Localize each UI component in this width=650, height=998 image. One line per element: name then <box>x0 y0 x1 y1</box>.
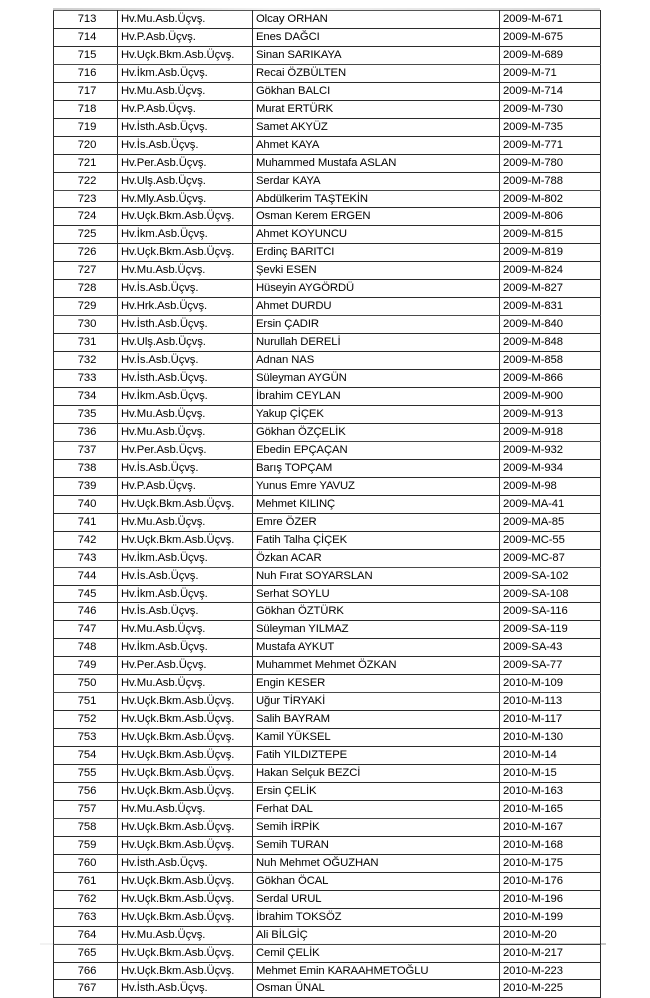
cell-sequence-number: 742 <box>54 531 118 549</box>
table-row <box>54 962 601 980</box>
cell-sequence-number: 759 <box>54 836 118 854</box>
cell-registration-number: 2009-M-819 <box>500 244 601 262</box>
cell-sequence-number: 760 <box>54 854 118 872</box>
cell-rank-title: Hv.Ulş.Asb.Üçvş. <box>118 172 253 190</box>
cell-rank-title: Hv.İsth.Asb.Üçvş. <box>118 118 253 136</box>
cell-rank-title: Hv.Mu.Asb.Üçvş. <box>118 262 253 280</box>
cell-sequence-number: 754 <box>54 747 118 765</box>
cell-registration-number: 2009-M-675 <box>500 28 601 46</box>
cell-registration-number: 2010-M-167 <box>500 818 601 836</box>
cell-registration-number: 2010-M-14 <box>500 747 601 765</box>
cell-rank-title: Hv.Uçk.Bkm.Asb.Üçvş. <box>118 531 253 549</box>
cell-registration-number: 2009-M-802 <box>500 190 601 208</box>
table-row <box>54 388 601 406</box>
cell-sequence-number: 728 <box>54 280 118 298</box>
cell-sequence-number: 734 <box>54 388 118 406</box>
cell-rank-title: Hv.İs.Asb.Üçvş. <box>118 459 253 477</box>
cell-rank-title: Hv.Uçk.Bkm.Asb.Üçvş. <box>118 908 253 926</box>
cell-rank-title: Hv.Uçk.Bkm.Asb.Üçvş. <box>118 890 253 908</box>
cell-registration-number: 2009-M-689 <box>500 46 601 64</box>
cell-person-name: Ebedin EPÇAÇAN <box>253 441 500 459</box>
cell-person-name: Ferhat DAL <box>253 800 500 818</box>
cell-person-name: Sinan SARIKAYA <box>253 46 500 64</box>
cell-rank-title: Hv.İs.Asb.Üçvş. <box>118 352 253 370</box>
cell-registration-number: 2009-M-900 <box>500 388 601 406</box>
cell-rank-title: Hv.İsth.Asb.Üçvş. <box>118 854 253 872</box>
cell-sequence-number: 767 <box>54 980 118 998</box>
table-row <box>54 244 601 262</box>
cell-registration-number: 2009-M-913 <box>500 405 601 423</box>
roster-table-body <box>54 11 601 998</box>
cell-registration-number: 2010-M-168 <box>500 836 601 854</box>
table-row <box>54 693 601 711</box>
cell-registration-number: 2009-M-671 <box>500 11 601 29</box>
cell-person-name: Semih İRPİK <box>253 818 500 836</box>
cell-rank-title: Hv.Uçk.Bkm.Asb.Üçvş. <box>118 244 253 262</box>
cell-registration-number: 2009-M-918 <box>500 423 601 441</box>
table-row <box>54 854 601 872</box>
roster-table-container <box>53 10 600 998</box>
cell-registration-number: 2010-M-130 <box>500 729 601 747</box>
table-row <box>54 980 601 998</box>
cell-sequence-number: 715 <box>54 46 118 64</box>
table-row <box>54 675 601 693</box>
table-row <box>54 711 601 729</box>
cell-sequence-number: 745 <box>54 585 118 603</box>
cell-sequence-number: 758 <box>54 818 118 836</box>
cell-sequence-number: 741 <box>54 513 118 531</box>
cell-rank-title: Hv.P.Asb.Üçvş. <box>118 100 253 118</box>
cell-person-name: Gökhan ÖCAL <box>253 872 500 890</box>
table-row <box>54 316 601 334</box>
cell-person-name: Nurullah DERELİ <box>253 334 500 352</box>
table-row <box>54 621 601 639</box>
cell-person-name: Kamil YÜKSEL <box>253 729 500 747</box>
cell-rank-title: Hv.Uçk.Bkm.Asb.Üçvş. <box>118 872 253 890</box>
cell-person-name: Fatih YILDIZTEPE <box>253 747 500 765</box>
cell-person-name: Osman ÜNAL <box>253 980 500 998</box>
cell-rank-title: Hv.Uçk.Bkm.Asb.Üçvş. <box>118 944 253 962</box>
cell-person-name: Serdal URUL <box>253 890 500 908</box>
cell-rank-title: Hv.İkm.Asb.Üçvş. <box>118 549 253 567</box>
cell-registration-number: 2009-SA-119 <box>500 621 601 639</box>
cell-sequence-number: 764 <box>54 926 118 944</box>
cell-rank-title: Hv.İs.Asb.Üçvş. <box>118 567 253 585</box>
table-row <box>54 46 601 64</box>
cell-sequence-number: 737 <box>54 441 118 459</box>
cell-registration-number: 2009-MC-87 <box>500 549 601 567</box>
cell-rank-title: Hv.Hrk.Asb.Üçvş. <box>118 298 253 316</box>
cell-sequence-number: 752 <box>54 711 118 729</box>
table-row <box>54 747 601 765</box>
table-row <box>54 872 601 890</box>
cell-person-name: Adnan NAS <box>253 352 500 370</box>
cell-rank-title: Hv.Mu.Asb.Üçvş. <box>118 11 253 29</box>
cell-sequence-number: 753 <box>54 729 118 747</box>
cell-sequence-number: 717 <box>54 82 118 100</box>
cell-sequence-number: 720 <box>54 136 118 154</box>
table-row <box>54 836 601 854</box>
cell-rank-title: Hv.Mu.Asb.Üçvş. <box>118 513 253 531</box>
cell-sequence-number: 738 <box>54 459 118 477</box>
cell-person-name: Samet AKYÜZ <box>253 118 500 136</box>
cell-rank-title: Hv.Ulş.Asb.Üçvş. <box>118 334 253 352</box>
cell-sequence-number: 766 <box>54 962 118 980</box>
cell-person-name: Cemil ÇELİK <box>253 944 500 962</box>
table-row <box>54 82 601 100</box>
cell-person-name: Ahmet KOYUNCU <box>253 226 500 244</box>
cell-rank-title: Hv.Uçk.Bkm.Asb.Üçvş. <box>118 495 253 513</box>
cell-sequence-number: 744 <box>54 567 118 585</box>
cell-sequence-number: 714 <box>54 28 118 46</box>
table-row <box>54 190 601 208</box>
cell-person-name: Süleyman AYGÜN <box>253 370 500 388</box>
cell-registration-number: 2010-M-217 <box>500 944 601 962</box>
cell-registration-number: 2010-M-196 <box>500 890 601 908</box>
cell-sequence-number: 726 <box>54 244 118 262</box>
table-row <box>54 495 601 513</box>
cell-rank-title: Hv.İs.Asb.Üçvş. <box>118 280 253 298</box>
cell-rank-title: Hv.İsth.Asb.Üçvş. <box>118 370 253 388</box>
cell-rank-title: Hv.Mu.Asb.Üçvş. <box>118 621 253 639</box>
table-row <box>54 908 601 926</box>
cell-registration-number: 2010-M-15 <box>500 765 601 783</box>
table-row <box>54 513 601 531</box>
cell-sequence-number: 730 <box>54 316 118 334</box>
cell-rank-title: Hv.Mu.Asb.Üçvş. <box>118 82 253 100</box>
cell-rank-title: Hv.Uçk.Bkm.Asb.Üçvş. <box>118 46 253 64</box>
cell-registration-number: 2010-M-176 <box>500 872 601 890</box>
cell-sequence-number: 749 <box>54 657 118 675</box>
cell-person-name: Şevki ESEN <box>253 262 500 280</box>
cell-registration-number: 2009-MA-85 <box>500 513 601 531</box>
table-row <box>54 262 601 280</box>
cell-sequence-number: 757 <box>54 800 118 818</box>
cell-sequence-number: 740 <box>54 495 118 513</box>
table-row <box>54 477 601 495</box>
table-row <box>54 944 601 962</box>
cell-person-name: Muhammed Mustafa ASLAN <box>253 154 500 172</box>
cell-sequence-number: 719 <box>54 118 118 136</box>
cell-person-name: Abdülkerim TAŞTEKİN <box>253 190 500 208</box>
cell-sequence-number: 761 <box>54 872 118 890</box>
cell-rank-title: Hv.Uçk.Bkm.Asb.Üçvş. <box>118 962 253 980</box>
cell-person-name: Mustafa AYKUT <box>253 639 500 657</box>
cell-person-name: Serdar KAYA <box>253 172 500 190</box>
cell-person-name: Mehmet KILINÇ <box>253 495 500 513</box>
personnel-roster-table <box>53 10 601 998</box>
cell-person-name: Ahmet KAYA <box>253 136 500 154</box>
cell-person-name: Ersin ÇADIR <box>253 316 500 334</box>
cell-rank-title: Hv.Uçk.Bkm.Asb.Üçvş. <box>118 693 253 711</box>
cell-rank-title: Hv.Per.Asb.Üçvş. <box>118 657 253 675</box>
cell-registration-number: 2009-M-730 <box>500 100 601 118</box>
cell-person-name: Muhammet Mehmet ÖZKAN <box>253 657 500 675</box>
cell-rank-title: Hv.Mu.Asb.Üçvş. <box>118 675 253 693</box>
cell-registration-number: 2009-M-848 <box>500 334 601 352</box>
table-row <box>54 298 601 316</box>
cell-sequence-number: 722 <box>54 172 118 190</box>
table-row <box>54 657 601 675</box>
cell-sequence-number: 756 <box>54 782 118 800</box>
cell-registration-number: 2009-M-771 <box>500 136 601 154</box>
cell-registration-number: 2009-M-824 <box>500 262 601 280</box>
cell-sequence-number: 743 <box>54 549 118 567</box>
table-row <box>54 531 601 549</box>
table-row <box>54 441 601 459</box>
cell-person-name: Semih TURAN <box>253 836 500 854</box>
table-row <box>54 100 601 118</box>
cell-rank-title: Hv.Uçk.Bkm.Asb.Üçvş. <box>118 711 253 729</box>
cell-registration-number: 2009-SA-116 <box>500 603 601 621</box>
cell-person-name: Serhat SOYLU <box>253 585 500 603</box>
cell-registration-number: 2009-M-788 <box>500 172 601 190</box>
cell-rank-title: Hv.Per.Asb.Üçvş. <box>118 441 253 459</box>
cell-person-name: Yunus Emre YAVUZ <box>253 477 500 495</box>
cell-sequence-number: 739 <box>54 477 118 495</box>
cell-registration-number: 2009-M-840 <box>500 316 601 334</box>
cell-registration-number: 2009-SA-43 <box>500 639 601 657</box>
table-row <box>54 136 601 154</box>
cell-person-name: Barış TOPÇAM <box>253 459 500 477</box>
cell-registration-number: 2009-M-934 <box>500 459 601 477</box>
cell-registration-number: 2009-M-806 <box>500 208 601 226</box>
cell-registration-number: 2010-M-117 <box>500 711 601 729</box>
cell-registration-number: 2010-M-165 <box>500 800 601 818</box>
table-row <box>54 226 601 244</box>
cell-person-name: Gökhan BALCI <box>253 82 500 100</box>
cell-registration-number: 2009-SA-102 <box>500 567 601 585</box>
cell-registration-number: 2009-M-858 <box>500 352 601 370</box>
cell-registration-number: 2010-M-199 <box>500 908 601 926</box>
cell-person-name: Enes DAĞCI <box>253 28 500 46</box>
cell-rank-title: Hv.Uçk.Bkm.Asb.Üçvş. <box>118 782 253 800</box>
cell-registration-number: 2009-SA-108 <box>500 585 601 603</box>
cell-rank-title: Hv.İs.Asb.Üçvş. <box>118 136 253 154</box>
cell-person-name: Hüseyin AYGÖRDÜ <box>253 280 500 298</box>
table-row <box>54 585 601 603</box>
cell-rank-title: Hv.P.Asb.Üçvş. <box>118 477 253 495</box>
cell-registration-number: 2010-M-163 <box>500 782 601 800</box>
cell-person-name: İbrahim TOKSÖZ <box>253 908 500 926</box>
table-row <box>54 28 601 46</box>
cell-sequence-number: 733 <box>54 370 118 388</box>
cell-rank-title: Hv.İs.Asb.Üçvş. <box>118 603 253 621</box>
cell-person-name: Osman Kerem ERGEN <box>253 208 500 226</box>
cell-rank-title: Hv.P.Asb.Üçvş. <box>118 28 253 46</box>
cell-registration-number: 2009-M-98 <box>500 477 601 495</box>
cell-person-name: Uğur TİRYAKİ <box>253 693 500 711</box>
cell-person-name: Ahmet DURDU <box>253 298 500 316</box>
scan-artifact-bottom-edge <box>40 943 606 945</box>
cell-person-name: Ali BİLGİÇ <box>253 926 500 944</box>
cell-sequence-number: 725 <box>54 226 118 244</box>
cell-sequence-number: 716 <box>54 64 118 82</box>
cell-sequence-number: 724 <box>54 208 118 226</box>
cell-sequence-number: 731 <box>54 334 118 352</box>
cell-person-name: Fatih Talha ÇİÇEK <box>253 531 500 549</box>
cell-registration-number: 2009-M-71 <box>500 64 601 82</box>
cell-registration-number: 2009-M-815 <box>500 226 601 244</box>
cell-person-name: Erdinç BARITCI <box>253 244 500 262</box>
cell-person-name: Mehmet Emin KARAAHMETOĞLU <box>253 962 500 980</box>
cell-rank-title: Hv.İsth.Asb.Üçvş. <box>118 316 253 334</box>
cell-rank-title: Hv.Uçk.Bkm.Asb.Üçvş. <box>118 208 253 226</box>
table-row <box>54 11 601 29</box>
cell-sequence-number: 748 <box>54 639 118 657</box>
cell-registration-number: 2010-M-20 <box>500 926 601 944</box>
table-row <box>54 280 601 298</box>
cell-rank-title: Hv.Uçk.Bkm.Asb.Üçvş. <box>118 765 253 783</box>
cell-sequence-number: 736 <box>54 423 118 441</box>
cell-rank-title: Hv.İkm.Asb.Üçvş. <box>118 585 253 603</box>
cell-person-name: Süleyman YILMAZ <box>253 621 500 639</box>
table-row <box>54 154 601 172</box>
cell-rank-title: Hv.Mu.Asb.Üçvş. <box>118 423 253 441</box>
cell-sequence-number: 721 <box>54 154 118 172</box>
cell-sequence-number: 727 <box>54 262 118 280</box>
table-row <box>54 334 601 352</box>
cell-person-name: Salih BAYRAM <box>253 711 500 729</box>
cell-sequence-number: 751 <box>54 693 118 711</box>
cell-sequence-number: 747 <box>54 621 118 639</box>
cell-person-name: Emre ÖZER <box>253 513 500 531</box>
table-row <box>54 890 601 908</box>
table-row <box>54 926 601 944</box>
cell-sequence-number: 729 <box>54 298 118 316</box>
cell-person-name: Yakup ÇİÇEK <box>253 405 500 423</box>
cell-registration-number: 2010-M-225 <box>500 980 601 998</box>
table-row <box>54 765 601 783</box>
cell-person-name: Hakan Selçuk BEZCİ <box>253 765 500 783</box>
table-row <box>54 567 601 585</box>
table-row <box>54 603 601 621</box>
table-row <box>54 639 601 657</box>
table-row <box>54 459 601 477</box>
cell-sequence-number: 762 <box>54 890 118 908</box>
cell-sequence-number: 713 <box>54 11 118 29</box>
cell-registration-number: 2009-M-735 <box>500 118 601 136</box>
table-row <box>54 118 601 136</box>
table-row <box>54 208 601 226</box>
cell-rank-title: Hv.İkm.Asb.Üçvş. <box>118 388 253 406</box>
cell-registration-number: 2009-M-714 <box>500 82 601 100</box>
cell-rank-title: Hv.Mly.Asb.Üçvş. <box>118 190 253 208</box>
cell-registration-number: 2009-M-932 <box>500 441 601 459</box>
cell-sequence-number: 735 <box>54 405 118 423</box>
cell-person-name: Gökhan ÖZTÜRK <box>253 603 500 621</box>
table-row <box>54 64 601 82</box>
cell-sequence-number: 765 <box>54 944 118 962</box>
cell-person-name: Nuh Mehmet OĞUZHAN <box>253 854 500 872</box>
cell-rank-title: Hv.Mu.Asb.Üçvş. <box>118 405 253 423</box>
cell-person-name: Ersin ÇELİK <box>253 782 500 800</box>
cell-registration-number: 2009-M-827 <box>500 280 601 298</box>
cell-rank-title: Hv.İkm.Asb.Üçvş. <box>118 639 253 657</box>
cell-rank-title: Hv.Per.Asb.Üçvş. <box>118 154 253 172</box>
cell-rank-title: Hv.İkm.Asb.Üçvş. <box>118 226 253 244</box>
cell-registration-number: 2009-M-866 <box>500 370 601 388</box>
table-row <box>54 549 601 567</box>
cell-registration-number: 2010-M-175 <box>500 854 601 872</box>
cell-rank-title: Hv.İkm.Asb.Üçvş. <box>118 64 253 82</box>
cell-person-name: Recai ÖZBÜLTEN <box>253 64 500 82</box>
cell-rank-title: Hv.Uçk.Bkm.Asb.Üçvş. <box>118 818 253 836</box>
table-row <box>54 370 601 388</box>
table-row <box>54 352 601 370</box>
cell-rank-title: Hv.Mu.Asb.Üçvş. <box>118 926 253 944</box>
cell-rank-title: Hv.Uçk.Bkm.Asb.Üçvş. <box>118 836 253 854</box>
table-row <box>54 729 601 747</box>
cell-person-name: Nuh Fırat SOYARSLAN <box>253 567 500 585</box>
cell-rank-title: Hv.Uçk.Bkm.Asb.Üçvş. <box>118 747 253 765</box>
cell-person-name: Engin KESER <box>253 675 500 693</box>
cell-sequence-number: 746 <box>54 603 118 621</box>
cell-sequence-number: 723 <box>54 190 118 208</box>
cell-rank-title: Hv.İsth.Asb.Üçvş. <box>118 980 253 998</box>
cell-rank-title: Hv.Uçk.Bkm.Asb.Üçvş. <box>118 729 253 747</box>
table-row <box>54 405 601 423</box>
cell-registration-number: 2009-MA-41 <box>500 495 601 513</box>
table-row <box>54 423 601 441</box>
cell-sequence-number: 750 <box>54 675 118 693</box>
cell-registration-number: 2009-SA-77 <box>500 657 601 675</box>
cell-registration-number: 2009-MC-55 <box>500 531 601 549</box>
cell-registration-number: 2010-M-113 <box>500 693 601 711</box>
cell-sequence-number: 755 <box>54 765 118 783</box>
cell-person-name: Gökhan ÖZÇELİK <box>253 423 500 441</box>
table-row <box>54 818 601 836</box>
cell-sequence-number: 732 <box>54 352 118 370</box>
cell-registration-number: 2009-M-780 <box>500 154 601 172</box>
cell-person-name: Olcay ORHAN <box>253 11 500 29</box>
cell-person-name: Murat ERTÜRK <box>253 100 500 118</box>
table-row <box>54 172 601 190</box>
cell-registration-number: 2010-M-223 <box>500 962 601 980</box>
cell-person-name: İbrahim CEYLAN <box>253 388 500 406</box>
cell-sequence-number: 763 <box>54 908 118 926</box>
cell-person-name: Özkan ACAR <box>253 549 500 567</box>
table-row <box>54 782 601 800</box>
cell-rank-title: Hv.Mu.Asb.Üçvş. <box>118 800 253 818</box>
cell-registration-number: 2010-M-109 <box>500 675 601 693</box>
cell-registration-number: 2009-M-831 <box>500 298 601 316</box>
cell-sequence-number: 718 <box>54 100 118 118</box>
table-row <box>54 800 601 818</box>
